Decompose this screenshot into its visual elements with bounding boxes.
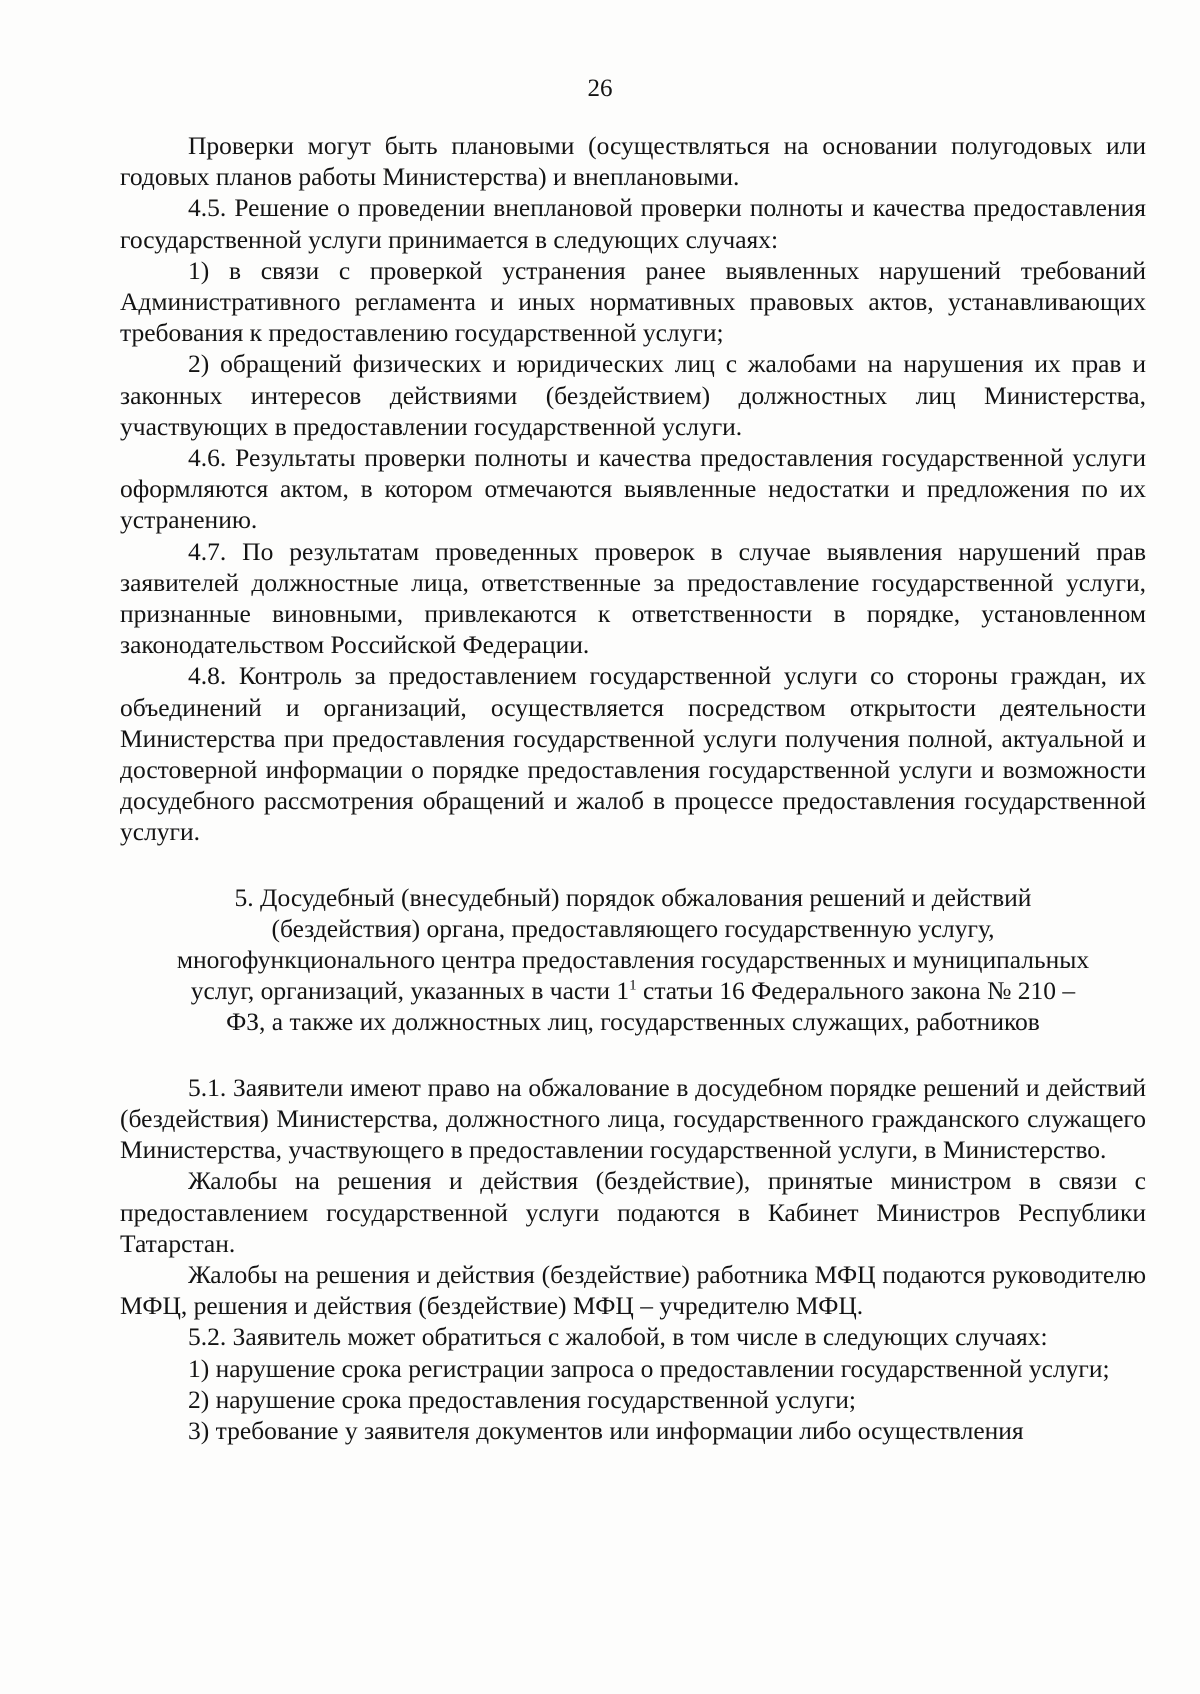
superscript-one: 1 bbox=[629, 977, 637, 994]
section-heading-line-1: 5. Досудебный (внесудебный) порядок обжалования решений и действий bbox=[234, 882, 1032, 912]
paragraph-4-5-item-2: 2) обращений физических и юридических лиц с жалобами на нарушения их прав и законных интересов действиями (бездействием) должностных лиц Министерства, участвующих в предоставлении государственной услуги. bbox=[120, 349, 1146, 441]
paragraph-4-5: 4.5. Решение о проведении внеплановой проверки полноты и качества предоставления государственной услуги принимается в следующих случаях: bbox=[120, 193, 1146, 254]
section-heading-line-4-start: услуг, организаций, указанных в части 1 bbox=[190, 976, 630, 1006]
paragraph-4-8: 4.8. Контроль за предоставлением государственной услуги со стороны граждан, их объединений и организаций, осуществляется посредством открытости деятельности Министерства при предоставления государственной услуги получения полной, актуальной и достоверной информации о порядке предоставления государственной услуги и возможности досудебного рассмотрения обращений и жалоб в процессе предоставления государственной услуги. bbox=[120, 661, 1146, 847]
paragraph-5-2-item-1: 1) нарушение срока регистрации запроса о предоставлении государственной услуги; bbox=[188, 1353, 1110, 1383]
paragraph-4-5-item-1: 1) в связи с проверкой устранения ранее выявленных нарушений требований Административного регламента и иных нормативных правовых актов, устанавливающих требования к предоставлению государственной услуги; bbox=[120, 255, 1146, 348]
paragraph-5-2-item-3: 3) требование у заявителя документов или информации либо осуществления bbox=[188, 1415, 1024, 1445]
section-5-heading bbox=[120, 882, 1146, 1038]
section-heading-line-4 bbox=[120, 975, 1146, 1006]
paragraph-complaints-minister: Жалобы на решения и действия (бездействие), принятые министром в связи с предоставлением государственной услуги подаются в Кабинет Министров Республики Татарстан. bbox=[120, 1166, 1146, 1258]
paragraph-complaints-mfc: Жалобы на решения и действия (бездействие) работника МФЦ подаются руководителю МФЦ, решения и действия (бездействие) МФЦ – учредителю МФЦ. bbox=[120, 1259, 1146, 1321]
document-body bbox=[120, 130, 1146, 1446]
paragraph-4-6: 4.6. Результаты проверки полноты и качества предоставления государственной услуги оформляются актом, в котором отмечаются выявленные недостатки и предложения по их устранению. bbox=[120, 443, 1146, 535]
paragraph-5-1: 5.1. Заявители имеют право на обжалование в досудебном порядке решений и действий (бездействия) Министерства, должностного лица, государственного гражданского служащего Министерства, участвующего в предоставлении государственной услуги, в Министерство. bbox=[120, 1072, 1146, 1165]
page-number: 26 bbox=[587, 75, 613, 102]
section-heading-line-2: (бездействия) органа, предоставляющего государственную услугу, bbox=[271, 913, 995, 943]
section-heading-line-5: ФЗ, а также их должностных лиц, государственных служащих, работников bbox=[226, 1007, 1040, 1037]
section-heading-line-4-end: статьи 16 Федерального закона № 210 – bbox=[636, 976, 1076, 1006]
paragraph-5-2-item-2: 2) нарушение срока предоставления государственной услуги; bbox=[188, 1384, 857, 1414]
paragraph-5-2: 5.2. Заявитель может обратиться с жалобой, в том числе в следующих случаях: bbox=[188, 1322, 1048, 1352]
paragraph-planned-checks: Проверки могут быть плановыми (осуществляться на основании полугодовых или годовых планов работы Министерства) и внеплановыми. bbox=[120, 131, 1146, 192]
paragraph-4-7: 4.7. По результатам проведенных проверок в случае выявления нарушений прав заявителей должностные лица, ответственные за предоставление государственной услуги, признанные виновными, привлекаются к ответственности в порядке, установленном законодательством Российской Федерации. bbox=[120, 536, 1146, 660]
section-heading-line-3: многофункционального центра предоставления государственных и муниципальных bbox=[176, 945, 1090, 975]
